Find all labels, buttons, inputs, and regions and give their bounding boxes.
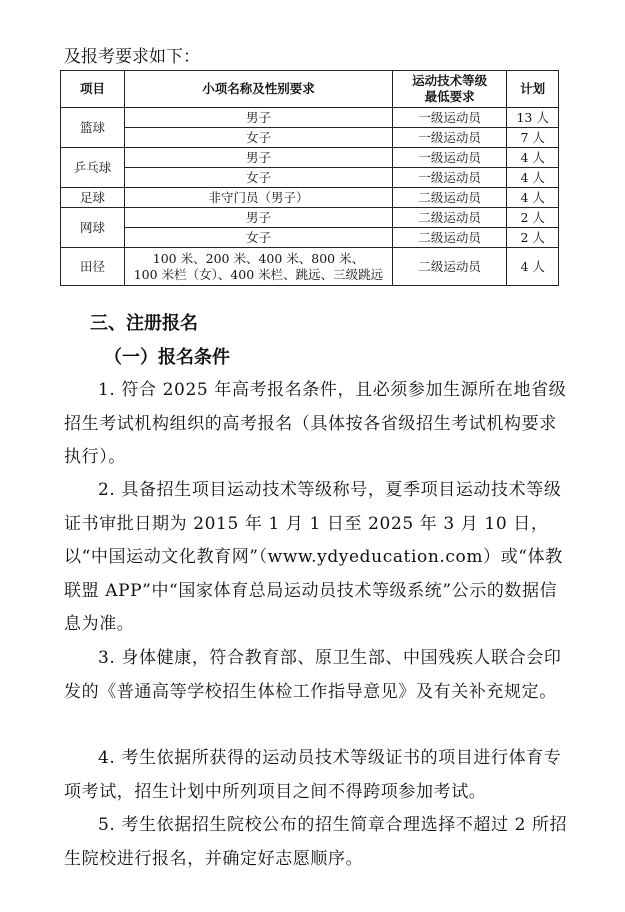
level-cell: 一级运动员 bbox=[392, 108, 506, 128]
level-cell: 二级运动员 bbox=[392, 228, 506, 248]
level-cell: 一级运动员 bbox=[392, 148, 506, 168]
plan-cell: 2 人 bbox=[507, 208, 559, 228]
plan-cell: 4 人 bbox=[507, 188, 559, 208]
plan-cell: 4 人 bbox=[507, 148, 559, 168]
level-cell: 二级运动员 bbox=[392, 208, 506, 228]
event-cell: 男子 bbox=[124, 148, 392, 168]
plan-cell: 13 人 bbox=[507, 108, 559, 128]
sport-cell: 田径 bbox=[61, 248, 125, 286]
header-event: 小项名称及性别要求 bbox=[124, 71, 392, 108]
header-level: 运动技术等级 最低要求 bbox=[392, 71, 506, 108]
enrollment-quota-table bbox=[60, 70, 559, 286]
sport-cell: 乒乓球 bbox=[61, 148, 125, 188]
level-cell: 一级运动员 bbox=[392, 168, 506, 188]
table-row bbox=[61, 148, 559, 168]
event-cell: 非守门员（男子） bbox=[124, 188, 392, 208]
subsection-title: （一）报名条件 bbox=[104, 347, 230, 368]
event-cell: 女子 bbox=[124, 168, 392, 188]
event-cell: 100 米、200 米、400 米、800 米、 100 米栏（女）、400 米栏、跳远、三级跳远 bbox=[124, 248, 392, 286]
event-cell: 男子 bbox=[124, 108, 392, 128]
paragraph-5: 5. 考生依据招生院校公布的招生简章合理选择不超过 2 所招生院校进行报名，并确定好志愿顺序。 bbox=[64, 815, 568, 869]
paragraph-3: 3. 身体健康，符合教育部、原卫生部、中国残疾人联合会印发的《普通高等学校招生体检工作指导意见》及有关补充规定。 bbox=[64, 648, 562, 702]
level-cell: 二级运动员 bbox=[392, 188, 506, 208]
paragraph-4: 4. 考生依据所获得的运动员技术等级证书的项目进行体育专项考试，招生计划中所列项目之间不得跨项参加考试。 bbox=[64, 748, 562, 802]
table-row bbox=[61, 168, 559, 188]
section-title: 三、注册报名 bbox=[90, 313, 198, 334]
level-cell: 一级运动员 bbox=[392, 128, 506, 148]
sport-cell: 篮球 bbox=[61, 108, 125, 148]
header-plan: 计划 bbox=[507, 71, 559, 108]
paragraph-2: 2. 具备招生项目运动技术等级称号，夏季项目运动技术等级证书审批日期为 2015 年 1 月 1 日至 2025 年 3 月 10 日，以“中国运动文化教育网”（www.ydyeducation.com）或“体教联盟 APP”中“国家体育总局运动员技术等级系统”公示的数据信息为准。 bbox=[64, 480, 563, 634]
table-row bbox=[61, 108, 559, 128]
level-cell: 二级运动员 bbox=[392, 248, 506, 286]
table-row bbox=[61, 188, 559, 208]
plan-cell: 2 人 bbox=[507, 228, 559, 248]
sport-cell: 网球 bbox=[61, 208, 125, 248]
paragraph-1: 1. 符合 2025 年高考报名条件，且必须参加生源所在地省级招生考试机构组织的高考报名（具体按各省级招生考试机构要求执行）。 bbox=[64, 380, 567, 467]
header-sport: 项目 bbox=[61, 71, 125, 108]
event-cell: 女子 bbox=[124, 228, 392, 248]
table-row bbox=[61, 228, 559, 248]
sport-cell: 足球 bbox=[61, 188, 125, 208]
plan-cell: 4 人 bbox=[507, 168, 559, 188]
table-header-row bbox=[61, 71, 559, 108]
plan-cell: 7 人 bbox=[507, 128, 559, 148]
event-cell: 女子 bbox=[124, 128, 392, 148]
table-row bbox=[61, 208, 559, 228]
plan-cell: 4 人 bbox=[507, 248, 559, 286]
event-cell: 男子 bbox=[124, 208, 392, 228]
table-row bbox=[61, 128, 559, 148]
intro-text: 及报考要求如下： bbox=[64, 47, 200, 67]
table-row bbox=[61, 248, 559, 286]
